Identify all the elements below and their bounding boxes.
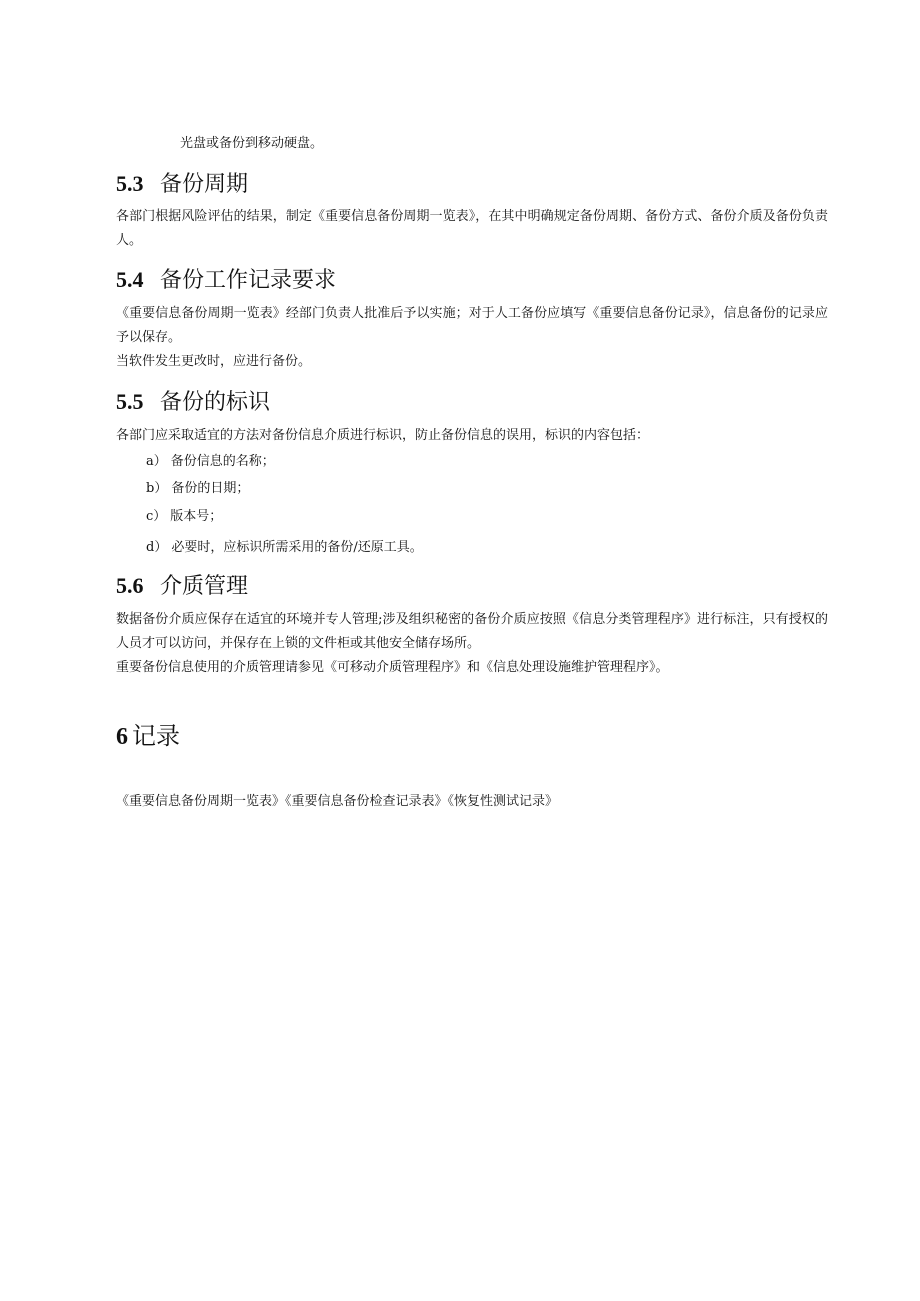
- list-item-text: 备份的日期；: [171, 481, 250, 496]
- list-item-text: 必要时，应标识所需采用的备份/还原工具。: [171, 540, 423, 555]
- section-title: 备份工作记录要求: [160, 268, 337, 293]
- section-5-6-body: 数据备份介质应保存在适宜的环境并专人管理;涉及组织秘密的备份介质应按照《信息分类管理程序》进行标注，只有授权的人员才可以访问，并保存在上锁的文件柜或其他安全储存场所。: [116, 612, 828, 651]
- section-5-5-heading: [116, 388, 270, 417]
- section-5-3-body: 各部门根据风险评估的结果，制定《重要信息备份周期一览表》，在其中明确规定备份周期、备份方式、备份介质及备份负责人。: [116, 209, 828, 248]
- list-item: [146, 536, 423, 560]
- list-item-text: 备份信息的名称；: [170, 454, 275, 469]
- list-item: [146, 450, 275, 474]
- list-marker: b）: [146, 481, 168, 496]
- list-marker: a）: [146, 454, 167, 469]
- section-6-heading: [116, 721, 180, 752]
- section-5-4-body: 《重要信息备份周期一览表》经部门负责人批准后予以实施；对于人工备份应填写《重要信息备份记录》，信息备份的记录应予以保存。: [116, 306, 828, 345]
- section-title: 备份的标识: [160, 390, 271, 415]
- list-item: [146, 477, 249, 501]
- section-title: 记录: [132, 722, 180, 750]
- section-number: 5.5: [116, 389, 144, 414]
- section-title: 备份周期: [160, 172, 249, 197]
- section-6-body: 《重要信息备份周期一览表》《重要信息备份检查记录表》《恢复性测试记录》: [116, 794, 559, 809]
- section-5-6-body-2: 重要备份信息使用的介质管理请参见《可移动介质管理程序》和《信息处理设施维护管理程序》。: [116, 660, 669, 675]
- section-5-5-body: 各部门应采取适宜的方法对备份信息介质进行标识，防止备份信息的误用，标识的内容包括：: [116, 428, 650, 443]
- section-5-3-heading: [116, 170, 248, 199]
- section-number: 5.6: [116, 573, 144, 598]
- section-5-4-body-2: 当软件发生更改时，应进行备份。: [116, 354, 312, 369]
- section-5-6-heading: [116, 572, 248, 601]
- section-number: 5.3: [116, 171, 144, 196]
- section-number: 6: [116, 724, 128, 750]
- section-title: 介质管理: [160, 574, 249, 599]
- list-marker: c）: [146, 509, 167, 524]
- section-5-4-heading: [116, 266, 336, 295]
- section-number: 5.4: [116, 267, 144, 292]
- continuation-text: 光盘或备份到移动硬盘。: [180, 136, 324, 151]
- list-item-text: 版本号；: [170, 509, 223, 524]
- list-marker: d）: [146, 540, 168, 555]
- list-item: [146, 505, 222, 529]
